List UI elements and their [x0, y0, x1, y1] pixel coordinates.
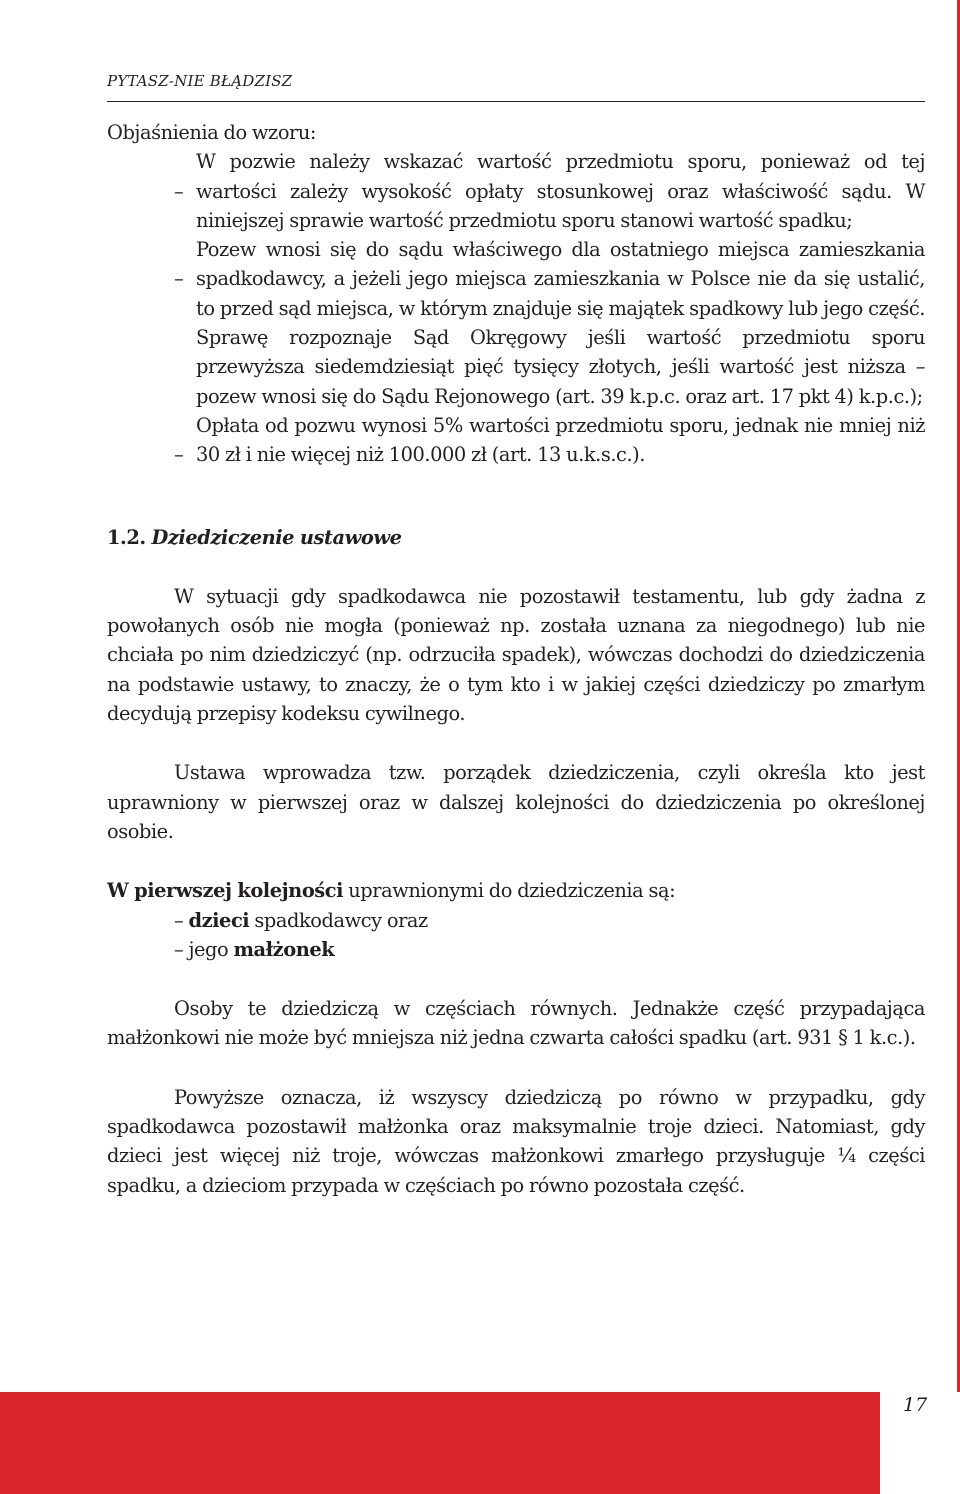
section-heading	[107, 523, 925, 552]
paragraph-shares-explained: Powyższe oznacza, iż wszyscy dziedziczą po równo w przypadku, gdy spadkodawca pozostawił małżonka oraz maksymalnie troje dzieci. Natomiast, gdy dzieci jest więcej niż troje, wówczas małżonkowi zmarłego przysługuje ¼ części spadku, a dzieciom przypada w częściach po równo pozostała część.	[107, 1085, 925, 1197]
dash-marker: –	[174, 179, 184, 203]
list-item: – W pozwie należy wskazać wartość przedmiotu sporu, ponieważ od tej wartości zależy wysokość opłaty stosunkowej oraz właściwość sądu. W niniejszej sprawie wartość przedmiotu sporu stanowi wartość spadku;	[196, 147, 925, 235]
list-item: – jego małżonek	[174, 937, 335, 961]
section-number: 1.2.	[107, 525, 146, 549]
page-content	[107, 118, 925, 1200]
dash-marker: –	[174, 443, 184, 467]
list-item: – dzieci spadkodawcy oraz	[174, 908, 428, 932]
footer-red-bar	[0, 1392, 880, 1494]
paragraph-order-of-inheritance: Ustawa wprowadza tzw. porządek dziedziczenia, czyli określa kto jest uprawniony w pierwszej oraz w dalszej kolejności do dziedziczenia po określonej osobie.	[107, 761, 925, 843]
explanations-title: Objaśnienia do wzoru:	[107, 121, 316, 144]
explanations-list	[107, 147, 925, 469]
page-number: 17	[903, 1394, 928, 1416]
heirs-list	[107, 906, 925, 965]
list-item: – Opłata od pozwu wynosi 5% wartości przedmiotu sporu, jednak nie mniej niż 30 zł i nie więcej niż 100.000 zł (art. 13 u.k.s.c.).	[196, 411, 925, 470]
section-title: Dziedziczenie ustawowe	[151, 525, 402, 549]
paragraph-statutory-inheritance: W sytuacji gdy spadkodawca nie pozostawił testamentu, lub gdy żadna z powołanych osób nie mogła (ponieważ np. została uznana za niegodnego) lub nie chciała po nim dziedziczyć (np. odrzuciła spadek), wówczas dochodzi do dziedziczenia na podstawie ustawy, to znaczy, że o tym kto i w jakiej części dziedziczy po zmarłym decydują przepisy kodeksu cywilnego.	[107, 584, 925, 726]
header-rule	[107, 101, 925, 102]
running-header: PYTASZ-NIE BŁĄDZISZ	[107, 72, 293, 90]
dash-marker: –	[174, 267, 184, 291]
first-order-intro: W pierwszej kolejności uprawnionymi do dziedziczenia są:	[107, 879, 676, 903]
paragraph-equal-shares: Osoby te dziedziczą w częściach równych. Jednakże część przypadająca małżonkowi nie może być mniejsza niż jedna czwarta całości spadku (art. 931 § 1 k.c.).	[107, 997, 925, 1050]
list-item: – Pozew wnosi się do sądu właściwego dla ostatniego miejsca zamieszkania spadkodawcy, a jeżeli jego miejsca zamieszkania w Polsce nie da się ustalić, to przed sąd miejsca, w którym znajduje się majątek spadkowy lub jego część. Sprawę rozpoznaje Sąd Okręgowy jeśli wartość przedmiotu sporu przewyższa siedemdziesiąt pięć tysięcy złotych, jeśli wartość jest niższa – pozew wnosi się do Sądu Rejonowego (art. 39 k.p.c. oraz art. 17 pkt 4) k.p.c.);	[196, 235, 925, 411]
